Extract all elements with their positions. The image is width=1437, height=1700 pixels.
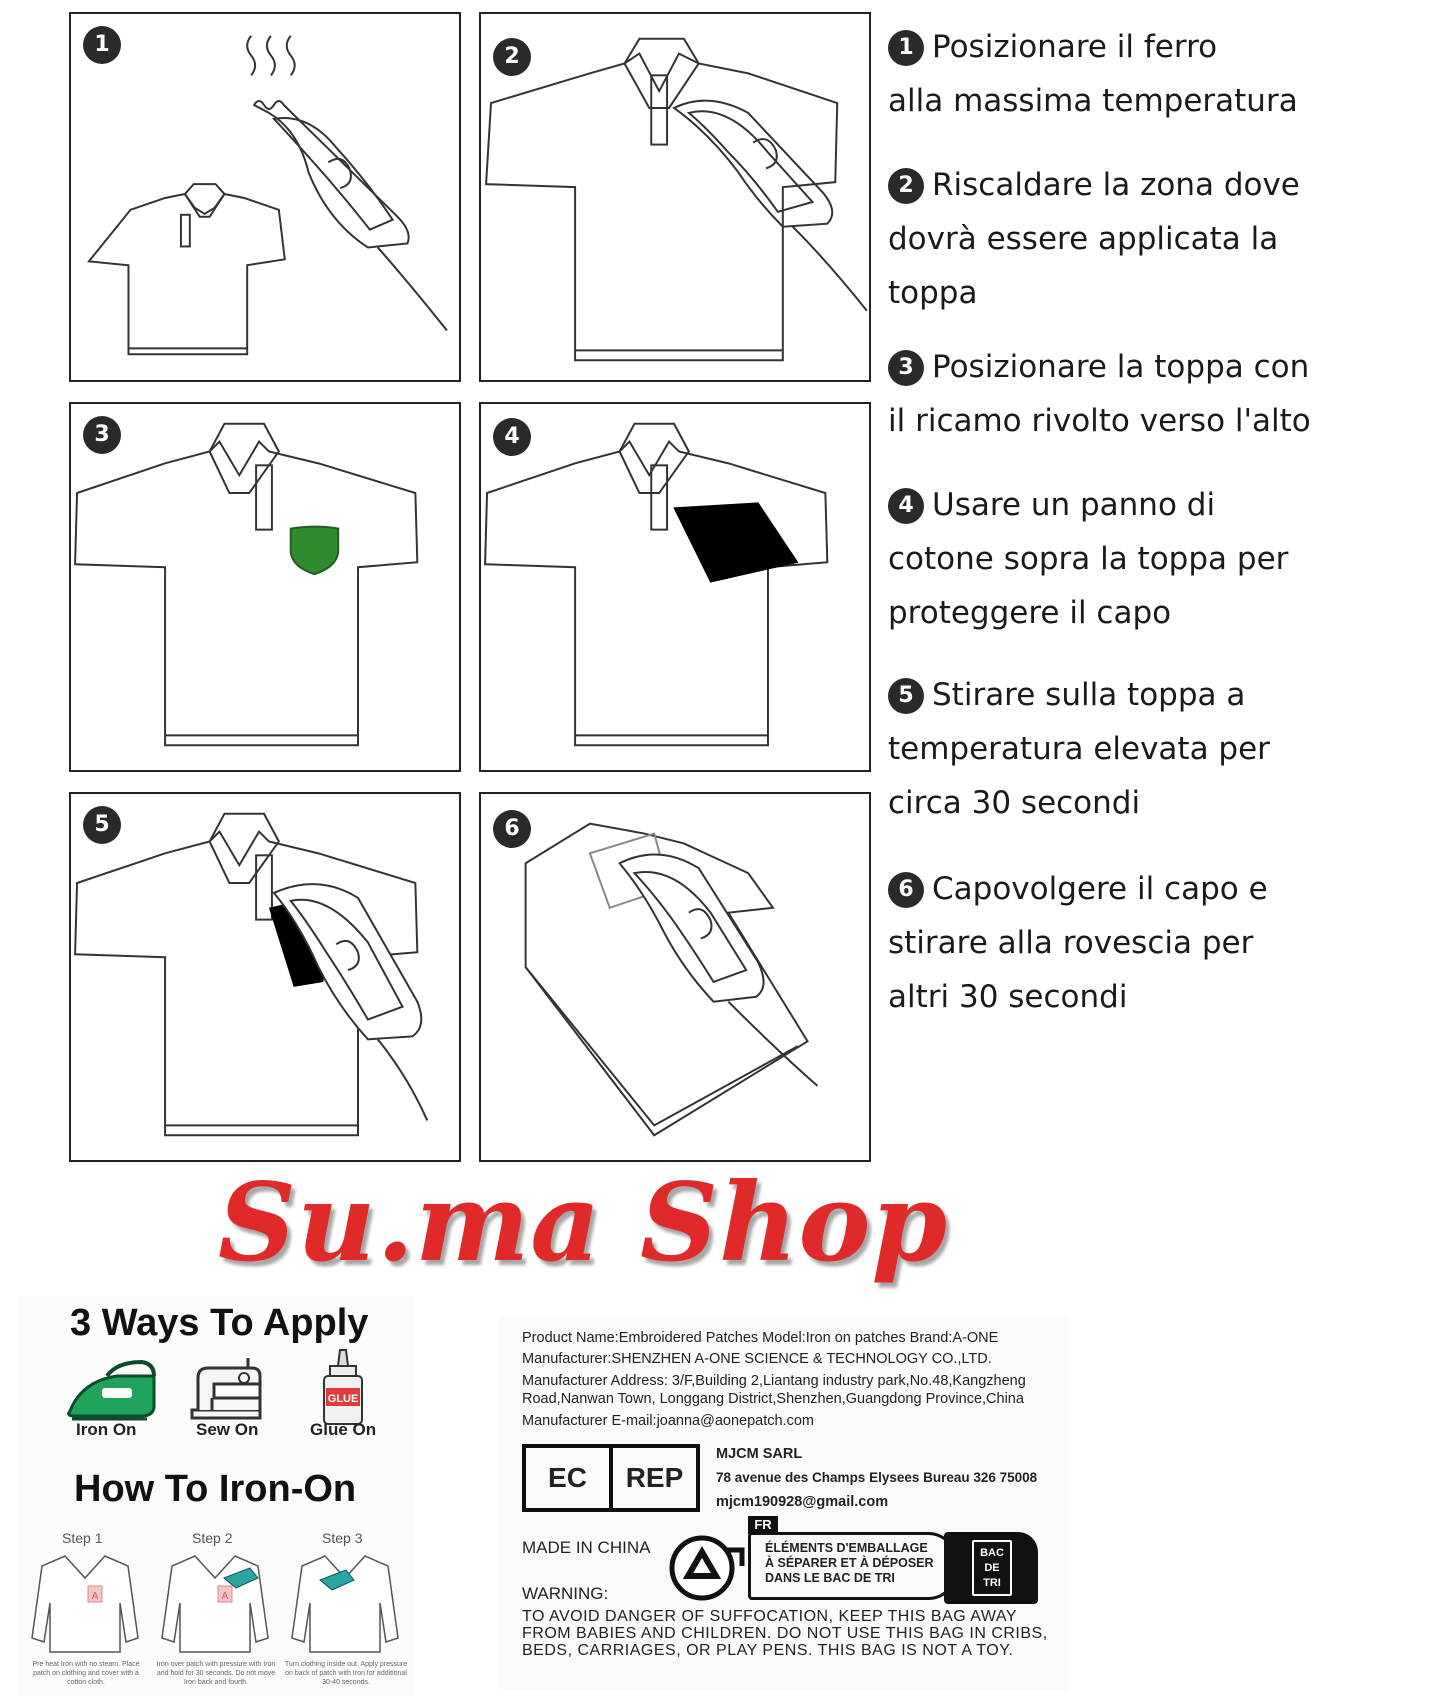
howto-step-label: Step 3 bbox=[322, 1530, 363, 1546]
step-number-badge: 5 bbox=[888, 678, 924, 714]
method-label-iron-on: Iron On bbox=[76, 1420, 137, 1439]
rep-name: MJCM SARL bbox=[716, 1446, 803, 1462]
instruction-step-2 bbox=[888, 158, 1300, 320]
warning-line: FROM BABIES AND CHILDREN. DO NOT USE THIS BAG IN CRIBS, bbox=[522, 1625, 1048, 1642]
instruction-text: toppa bbox=[888, 275, 978, 311]
step-number-badge: 6 bbox=[888, 872, 924, 908]
method-label-sew-on: Sew On bbox=[196, 1420, 259, 1439]
method-label-glue-on: Glue On bbox=[310, 1420, 377, 1439]
iron-icon bbox=[62, 1356, 162, 1426]
step-number-badge: 2 bbox=[888, 168, 924, 204]
patch-letter: A bbox=[91, 1591, 99, 1602]
patch-letter: A bbox=[221, 1591, 229, 1602]
instruction-step-4 bbox=[888, 478, 1288, 640]
instruction-text: temperatura elevata per bbox=[888, 731, 1270, 767]
step-panel-6 bbox=[479, 792, 871, 1162]
inverted-shirt-and-iron-illustration bbox=[481, 794, 869, 1160]
step-number-badge: 3 bbox=[83, 416, 121, 454]
shirt-with-patch-illustration bbox=[71, 404, 459, 770]
bac-text: DE bbox=[984, 1562, 1000, 1574]
howto-title: How To Iron-On bbox=[74, 1468, 357, 1510]
instruction-text: Stirare sulla toppa a bbox=[932, 677, 1246, 713]
rep-text: REP bbox=[625, 1462, 684, 1493]
step-panel-3 bbox=[69, 402, 461, 772]
step-panel-1 bbox=[69, 12, 461, 382]
step-number-badge: 1 bbox=[888, 30, 924, 66]
address-line: Road,Nanwan Town, Longgang District,Shenzhen,Guangdong Province,China bbox=[522, 1391, 1024, 1407]
instruction-text: Posizionare la toppa con bbox=[932, 349, 1310, 385]
instruction-step-1 bbox=[888, 20, 1298, 128]
email-line: Manufacturer E-mail:joanna@aonepatch.com bbox=[522, 1413, 814, 1429]
ways-title: 3 Ways To Apply bbox=[70, 1302, 369, 1344]
step-number-badge: 5 bbox=[83, 806, 121, 844]
instruction-text: circa 30 secondi bbox=[888, 785, 1141, 821]
step-panel-4 bbox=[479, 402, 871, 772]
sewing-machine-icon bbox=[186, 1354, 266, 1424]
product-info-line: Product Name:Embroidered Patches Model:Iron on patches Brand:A-ONE bbox=[522, 1330, 999, 1346]
instruction-text: Capovolgere il capo e bbox=[932, 871, 1268, 907]
recycling-icon bbox=[666, 1532, 746, 1604]
address-line: Manufacturer Address: 3/F,Building 2,Liantang industry park,No.48,Kangzheng bbox=[522, 1373, 1026, 1389]
instruction-step-5 bbox=[888, 668, 1270, 830]
instruction-text: il ricamo rivolto verso l'alto bbox=[888, 403, 1311, 439]
bac-text: BAC bbox=[980, 1547, 1004, 1559]
bac-de-tri-box bbox=[944, 1532, 1038, 1604]
ways-to-apply-card bbox=[18, 1296, 414, 1696]
step-number-badge: 2 bbox=[493, 38, 531, 76]
instruction-text: dovrà essere applicata la bbox=[888, 221, 1279, 257]
fr-sorting-box bbox=[748, 1516, 1058, 1606]
rep-address: 78 avenue des Champs Elysees Bureau 326 75008 bbox=[716, 1470, 1038, 1485]
warning-line: BEDS, CARRIAGES, OR PLAY PENS. THIS BAG IS NOT A TOY. bbox=[522, 1642, 1014, 1659]
bin-icon bbox=[972, 1540, 1012, 1596]
howto-step-note: Turn clothing inside out. Apply pressure on back of patch with Iron for additional 30-40 seconds. bbox=[284, 1661, 408, 1686]
shirt-and-iron-illustration bbox=[71, 14, 459, 380]
fr-text-box bbox=[748, 1532, 958, 1600]
shirt-and-iron-illustration bbox=[71, 794, 459, 1160]
brand-logo-text: Su.ma Shop bbox=[218, 1160, 949, 1286]
fr-text-line: ÉLÉMENTS D'EMBALLAGE bbox=[765, 1541, 928, 1555]
fr-tag: FR bbox=[748, 1516, 778, 1534]
glue-label: GLUE bbox=[327, 1393, 359, 1405]
instruction-text: cotone sopra la toppa per bbox=[888, 541, 1289, 577]
instruction-step-6 bbox=[888, 862, 1268, 1024]
shirt-with-cloth-illustration bbox=[481, 404, 869, 770]
step-number-badge: 4 bbox=[493, 418, 531, 456]
instruction-text: Posizionare il ferro bbox=[932, 29, 1218, 65]
ec-rep-box bbox=[522, 1444, 700, 1512]
instruction-text: stirare alla rovescia per bbox=[888, 925, 1254, 961]
shirt-and-iron-illustration bbox=[481, 14, 869, 380]
step-number-badge: 3 bbox=[888, 350, 924, 386]
warning-line: TO AVOID DANGER OF SUFFOCATION, KEEP THIS BAG AWAY bbox=[522, 1608, 1018, 1625]
glue-bottle-icon bbox=[318, 1348, 368, 1428]
howto-step-label: Step 2 bbox=[192, 1530, 233, 1546]
green-patch bbox=[291, 527, 338, 574]
made-in-label: MADE IN CHINA bbox=[522, 1538, 651, 1557]
sweater-step3-icon bbox=[290, 1548, 400, 1658]
howto-step-note: Iron over patch with pressure with Iron and hold for 30 seconds. Do not move Iron back and fourth. bbox=[156, 1661, 276, 1686]
cotton-cloth bbox=[674, 503, 798, 582]
sweater-step2-icon bbox=[160, 1548, 270, 1658]
fr-text-line: À SÉPARER ET À DÉPOSER bbox=[765, 1556, 934, 1570]
manufacturer-line: Manufacturer:SHENZHEN A-ONE SCIENCE & TECHNOLOGY CO.,LTD. bbox=[522, 1351, 992, 1367]
fr-text-line: DANS LE BAC DE TRI bbox=[765, 1571, 895, 1585]
warning-title: WARNING: bbox=[522, 1584, 609, 1603]
howto-step-note: Pre heat Iron with no steam. Place patch on clothing and cover with a cotton cloth. bbox=[32, 1661, 140, 1686]
step-panel-2 bbox=[479, 12, 871, 382]
instruction-text: altri 30 secondi bbox=[888, 979, 1128, 1015]
sweater-step1-icon bbox=[30, 1548, 140, 1658]
instruction-step-3 bbox=[888, 340, 1311, 448]
instruction-text: Usare un panno di bbox=[932, 487, 1216, 523]
product-label bbox=[498, 1316, 1068, 1690]
ec-text: EC bbox=[526, 1448, 613, 1508]
bac-text: TRI bbox=[983, 1577, 1001, 1589]
step-panel-5 bbox=[69, 792, 461, 1162]
instruction-text: proteggere il capo bbox=[888, 595, 1172, 631]
step-number-badge: 1 bbox=[83, 26, 121, 64]
rep-email: mjcm190928@gmail.com bbox=[716, 1494, 889, 1510]
howto-step-label: Step 1 bbox=[62, 1530, 103, 1546]
step-number-badge: 4 bbox=[888, 488, 924, 524]
instruction-text: Riscaldare la zona dove bbox=[932, 167, 1300, 203]
step-number-badge: 6 bbox=[493, 810, 531, 848]
instruction-text: alla massima temperatura bbox=[888, 83, 1298, 119]
